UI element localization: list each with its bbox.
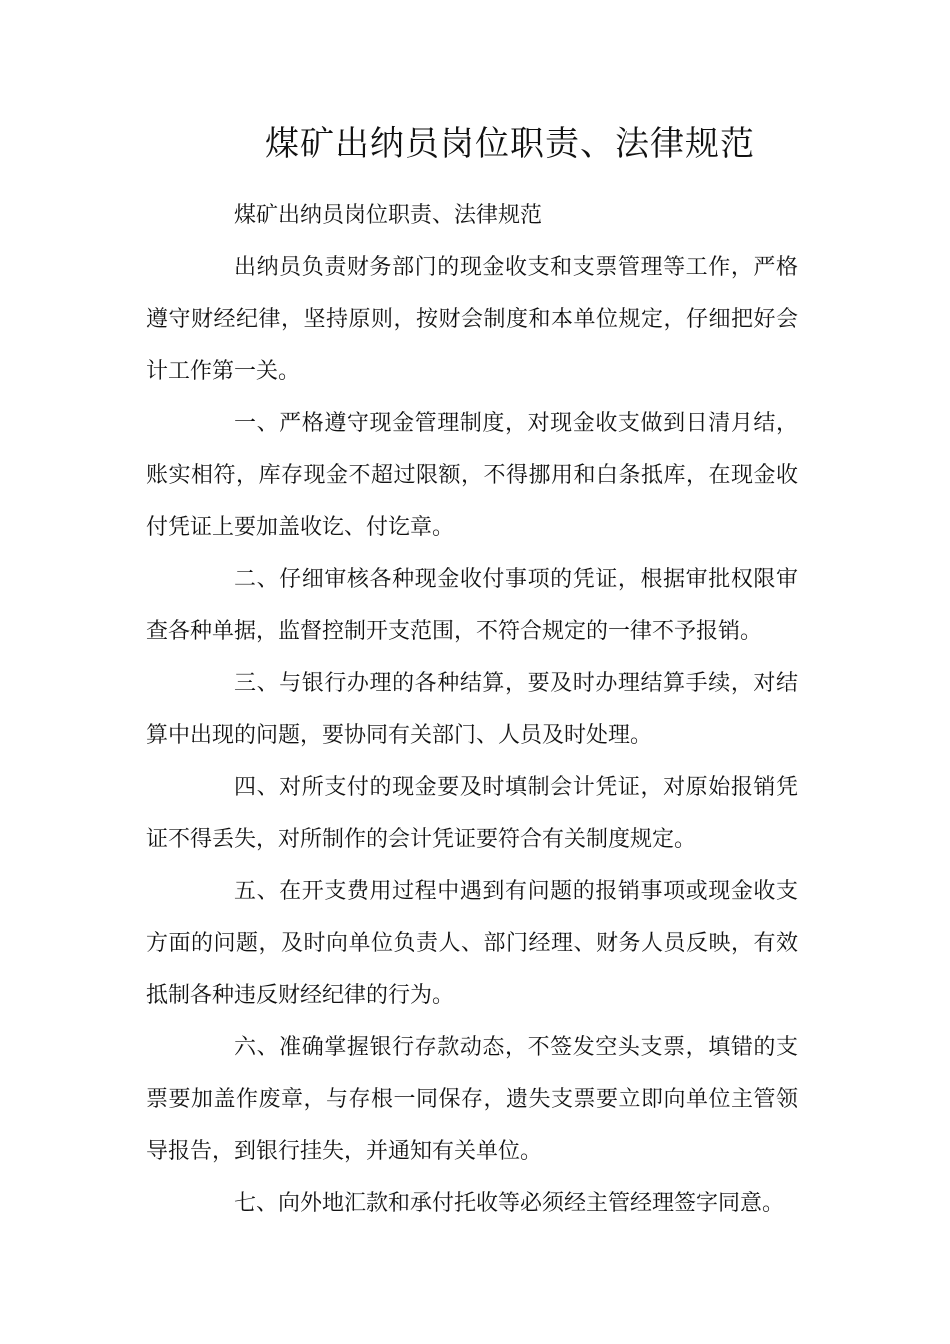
body-paragraph-item-7: 七、向外地汇款和承付托收等必须经主管经理签字同意。 [234, 1191, 785, 1216]
body-paragraph-item-3: 三、与银行办理的各种结算，要及时办理结算手续，对结算中出现的问题，要协同有关部门、人员及时处理。 [146, 671, 798, 748]
body-paragraph-item-1: 一、严格遵守现金管理制度，对现金收支做到日清月结，账实相符，库存现金不超过限额，不得挪用和白条抵库，在现金收付凭证上要加盖收讫、付讫章。 [146, 411, 798, 540]
document-body [146, 190, 798, 1230]
document-title: 煤矿出纳员岗位职责、法律规范 [265, 124, 755, 164]
body-paragraph-intro: 出纳员负责财务部门的现金收支和支票管理等工作，严格遵守财经纪律，坚持原则，按财会制度和本单位规定，仔细把好会计工作第一关。 [146, 255, 798, 384]
body-paragraph-item-5: 五、在开支费用过程中遇到有问题的报销事项或现金收支方面的问题，及时向单位负责人、部门经理、财务人员反映，有效抵制各种违反财经纪律的行为。 [146, 879, 798, 1008]
body-paragraph-item-4: 四、对所支付的现金要及时填制会计凭证，对原始报销凭证不得丢失，对所制作的会计凭证要符合有关制度规定。 [146, 775, 798, 852]
body-paragraph-item-2: 二、仔细审核各种现金收付事项的凭证，根据审批权限审查各种单据，监督控制开支范围，不符合规定的一律不予报销。 [146, 567, 798, 644]
body-paragraph-heading: 煤矿出纳员岗位职责、法律规范 [234, 203, 543, 228]
body-paragraph-item-6: 六、准确掌握银行存款动态，不签发空头支票，填错的支票要加盖作废章，与存根一同保存，遗失支票要立即向单位主管领导报告，到银行挂失，并通知有关单位。 [146, 1035, 798, 1164]
